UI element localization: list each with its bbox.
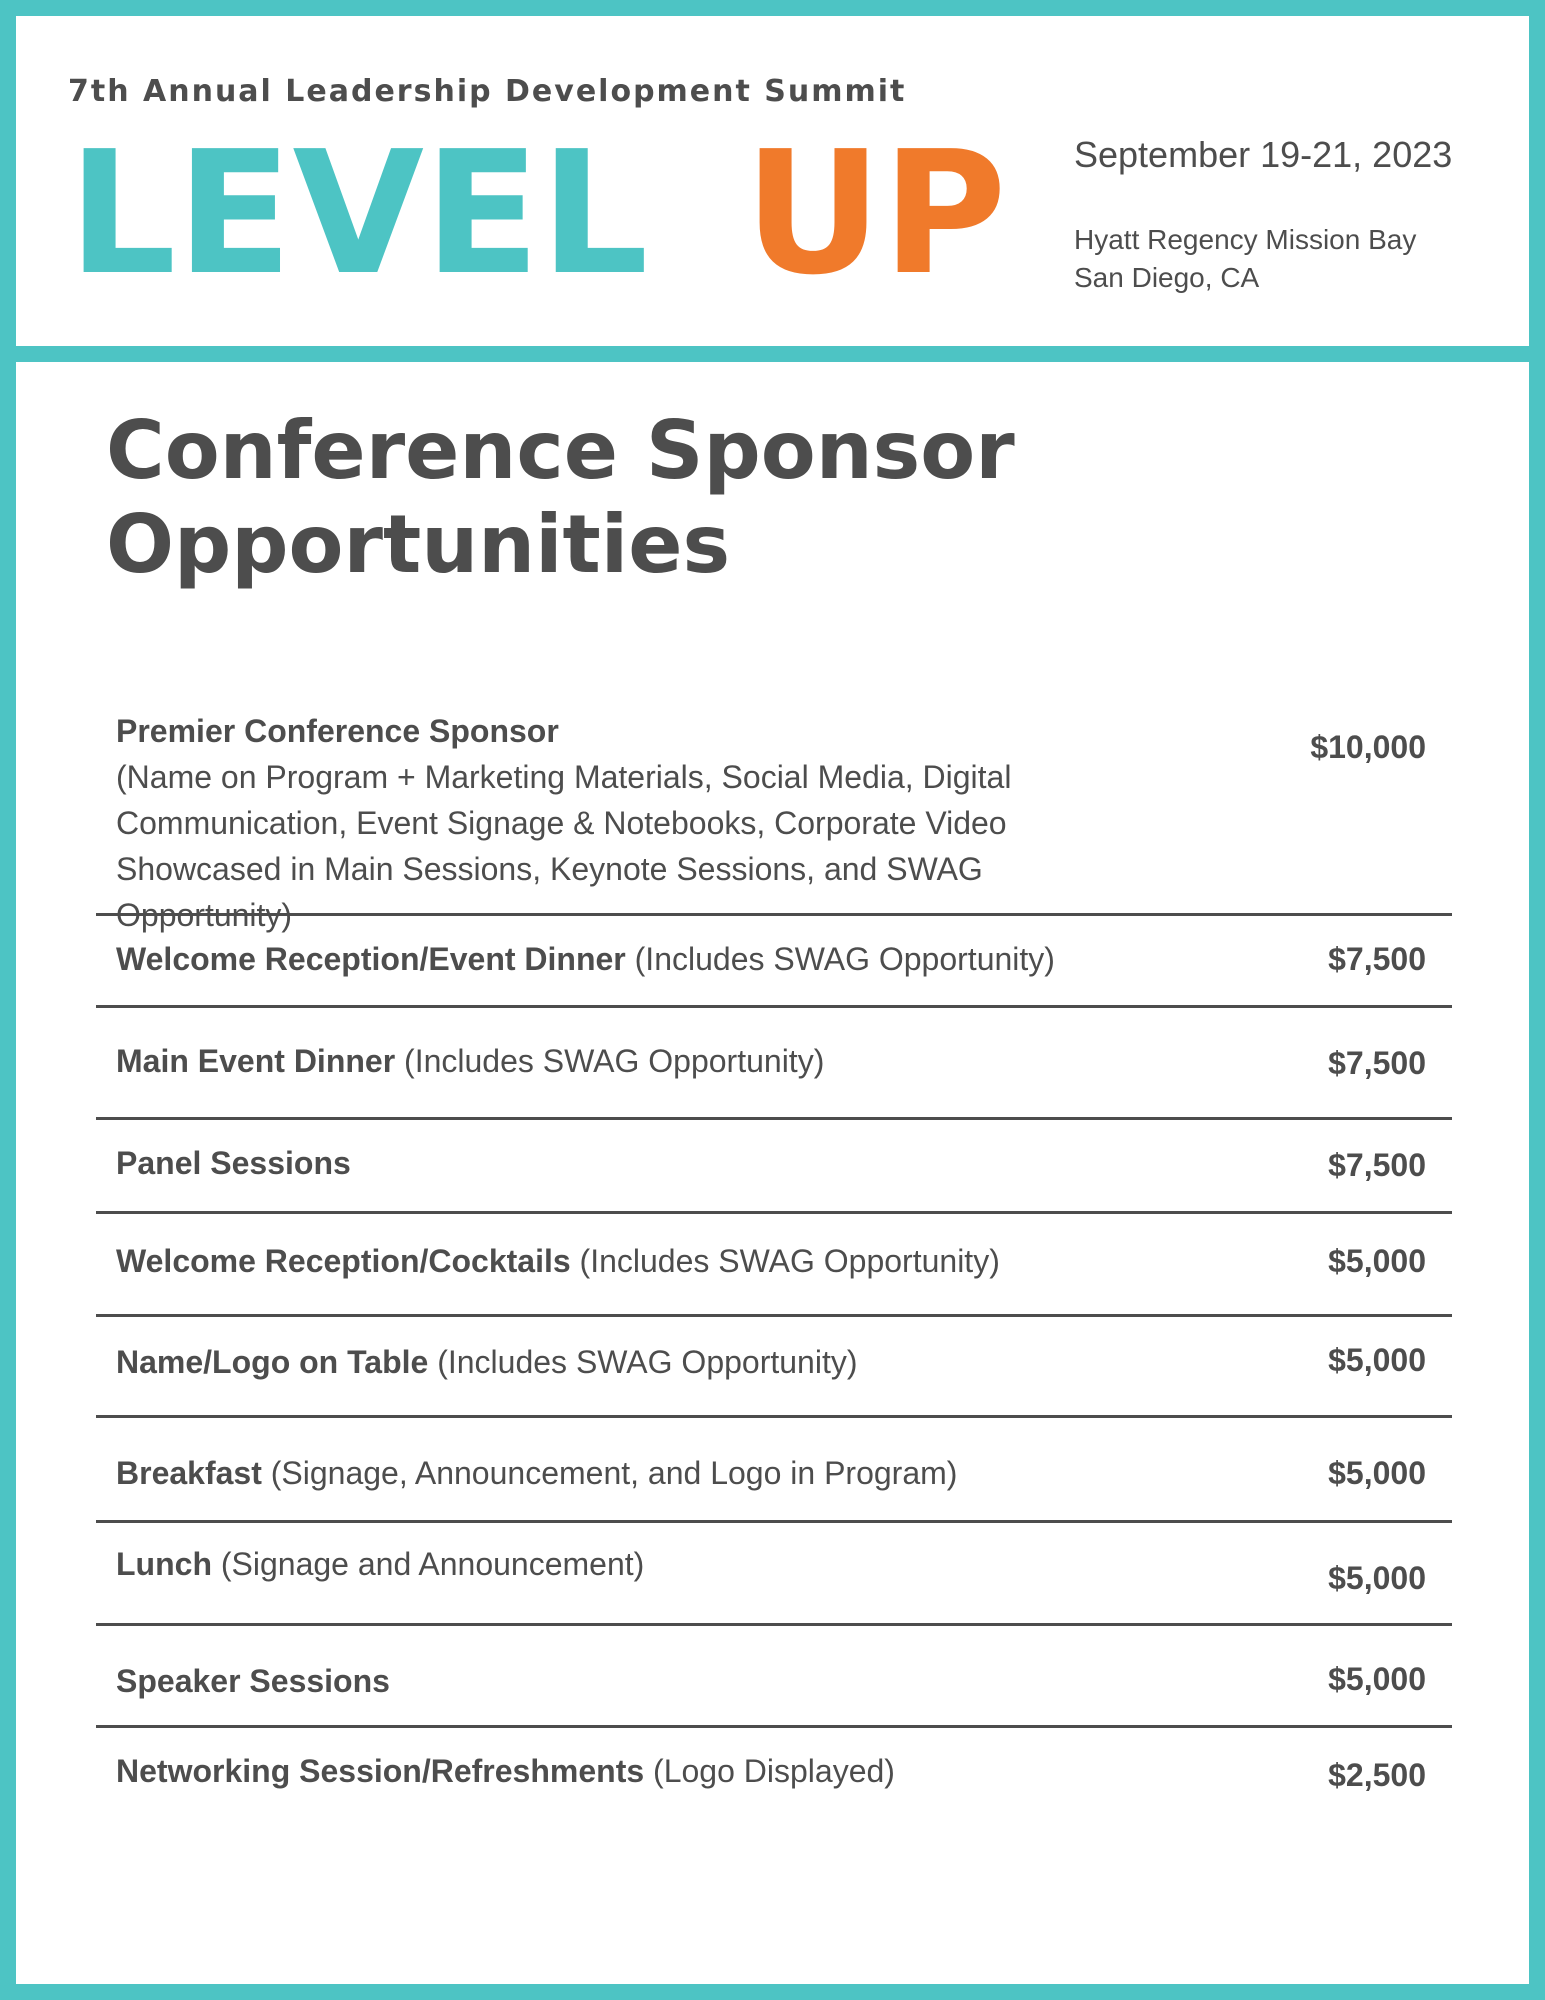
- sponsorship-price: $5,000: [1328, 1455, 1426, 1491]
- sponsorship-details: (Includes SWAG Opportunity): [437, 1344, 858, 1380]
- sponsorship-price: $5,000: [1328, 1560, 1426, 1596]
- row-description: [116, 936, 1216, 982]
- row-description: [116, 1038, 1216, 1084]
- event-date: September 19-21, 2023: [1074, 134, 1453, 175]
- venue-name: Hyatt Regency Mission Bay: [1074, 224, 1417, 255]
- venue-city: San Diego, CA: [1074, 262, 1260, 293]
- row-description: [116, 1541, 1216, 1587]
- row-description: [116, 1339, 1216, 1385]
- table-row: [96, 698, 1452, 933]
- sponsorship-name: Welcome Reception/Cocktails: [116, 1243, 571, 1279]
- table-row: [96, 1626, 1452, 1728]
- table-row: [96, 1418, 1452, 1523]
- sponsorship-table: [96, 698, 1452, 1828]
- sponsorship-name: Name/Logo on Table: [116, 1344, 429, 1380]
- header-panel: [16, 16, 1529, 346]
- row-description: [116, 1748, 1216, 1794]
- sponsorship-price: $5,000: [1328, 1342, 1426, 1378]
- sponsorship-details: (Includes SWAG Opportunity): [404, 1043, 825, 1079]
- sponsorship-name: Premier Conference Sponsor: [116, 713, 559, 749]
- table-row: [96, 916, 1452, 1008]
- row-description: [116, 1450, 1216, 1496]
- logo-up-word: UP: [744, 115, 1007, 313]
- sponsorship-details: (Logo Displayed): [653, 1753, 895, 1789]
- logo-level-word: LEVEL: [68, 115, 649, 313]
- sponsorship-price: $10,000: [1310, 729, 1426, 765]
- table-row: [96, 1728, 1452, 1828]
- sponsorship-price: $7,500: [1328, 941, 1426, 977]
- sponsorship-details: (Includes SWAG Opportunity): [579, 1243, 1000, 1279]
- page-title: Conference Sponsor Opportunities: [106, 404, 1015, 591]
- sponsorship-name: Networking Session/Refreshments: [116, 1753, 645, 1789]
- sponsorship-price: $5,000: [1328, 1661, 1426, 1697]
- table-row: [96, 1317, 1452, 1418]
- sponsorship-name: Panel Sessions: [116, 1145, 351, 1181]
- row-description: [116, 1140, 1216, 1186]
- sponsorship-details: (Includes SWAG Opportunity): [634, 941, 1055, 977]
- sponsorship-price: $5,000: [1328, 1243, 1426, 1279]
- sponsorship-price: $7,500: [1328, 1045, 1426, 1081]
- table-row: [96, 1214, 1452, 1317]
- row-description: [116, 1238, 1216, 1284]
- content-panel: [16, 362, 1529, 1984]
- row-description: [116, 1658, 1216, 1704]
- sponsorship-price: $2,500: [1328, 1757, 1426, 1793]
- sponsorship-name: Welcome Reception/Event Dinner: [116, 941, 626, 977]
- sponsorship-name: Lunch: [116, 1546, 212, 1582]
- sponsorship-details: (Name on Program + Marketing Materials, Social Media, Digital Communication, Event Signage & Notebooks, Corporate Video Showcased in Main Sessions, Keynote Sessions, and SWAG Opportunity): [116, 759, 1012, 933]
- table-row: [96, 1008, 1452, 1120]
- sponsorship-details: (Signage, Announcement, and Logo in Program): [270, 1455, 958, 1491]
- table-row: [96, 1523, 1452, 1626]
- sponsorship-name: Main Event Dinner: [116, 1043, 396, 1079]
- table-row: [96, 1120, 1452, 1214]
- sponsorship-name: Breakfast: [116, 1455, 262, 1491]
- sponsorship-name: Speaker Sessions: [116, 1663, 390, 1699]
- sponsorship-details: (Signage and Announcement): [220, 1546, 645, 1582]
- row-description: [116, 708, 1116, 938]
- sponsorship-price: $7,500: [1328, 1147, 1426, 1183]
- summit-subtitle: 7th Annual Leadership Development Summit: [68, 74, 907, 109]
